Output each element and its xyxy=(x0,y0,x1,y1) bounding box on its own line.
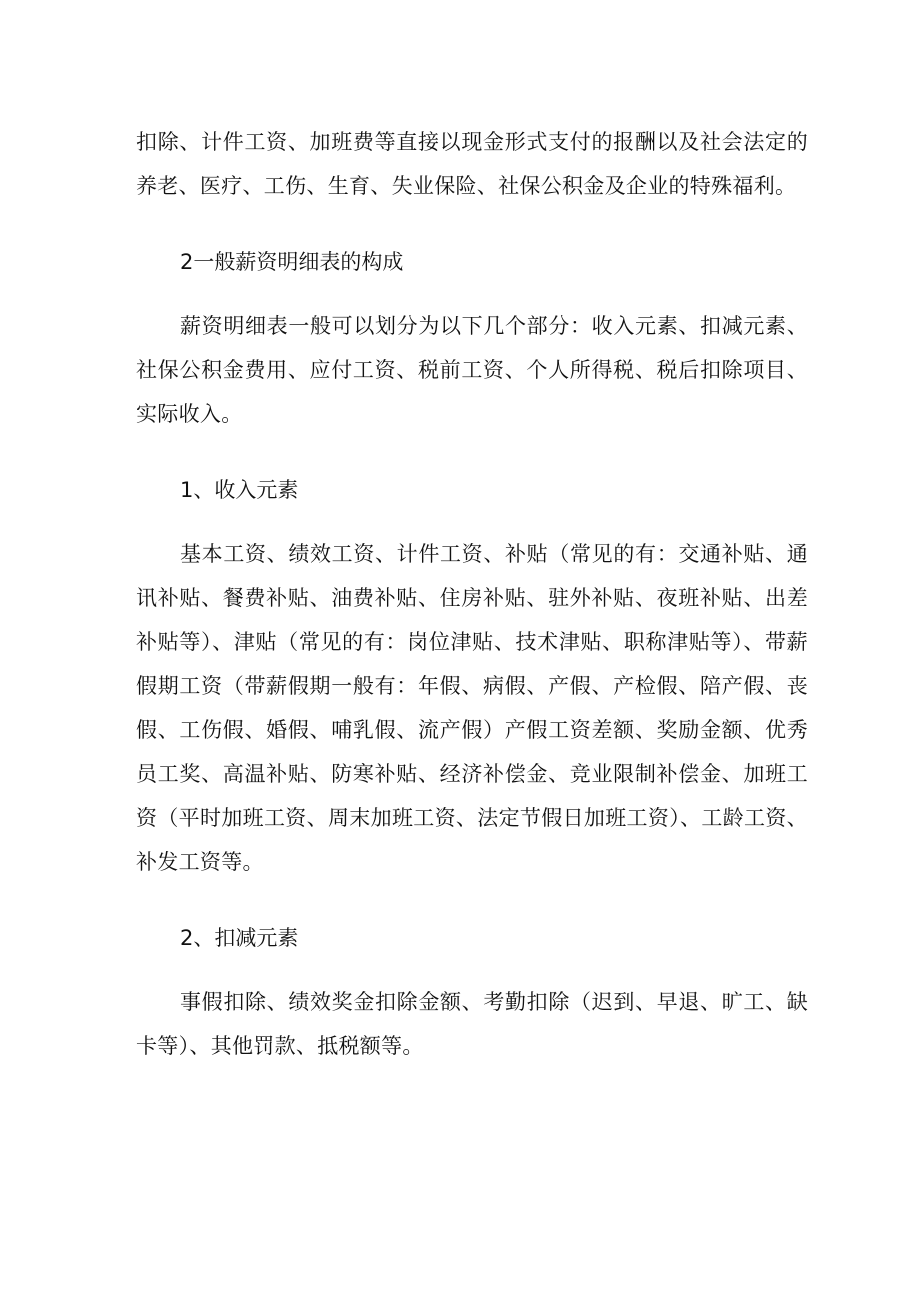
intro-paragraph: 薪资明细表一般可以划分为以下几个部分：收入元素、扣减元素、社保公积金费用、应付工资、税前工资、个人所得税、税后扣除项目、实际收入。 xyxy=(136,314,808,426)
continuation-paragraph: 扣除、计件工资、加班费等直接以现金形式支付的报酬以及社会法定的养老、医疗、工伤、生育、失业保险、社保公积金及企业的特殊福利。 xyxy=(136,130,808,198)
income-heading: 1、收入元素 xyxy=(180,478,299,502)
income-paragraph: 基本工资、绩效工资、计件工资、补贴（常见的有：交通补贴、通讯补贴、餐费补贴、油费补贴、住房补贴、驻外补贴、夜班补贴、出差补贴等）、津贴（常见的有：岗位津贴、技术津贴、职称津贴等）、带薪假期工资（带薪假期一般有：年假、病假、产假、产检假、陪产假、丧假、工伤假、婚假、哺乳假、流产假）产假工资差额、奖励金额、优秀员工奖、高温补贴、防寒补贴、经济补偿金、竞业限制补偿金、加班工资（平时加班工资、周末加班工资、法定节假日加班工资）、工龄工资、补发工资等。 xyxy=(136,542,808,874)
section-heading: 2一般薪资明细表的构成 xyxy=(180,250,404,274)
deduction-paragraph: 事假扣除、绩效奖金扣除金额、考勤扣除（迟到、早退、旷工、缺卡等）、其他罚款、抵税额等。 xyxy=(136,990,808,1058)
deduction-heading: 2、扣减元素 xyxy=(180,926,299,950)
document-body xyxy=(136,120,808,1068)
